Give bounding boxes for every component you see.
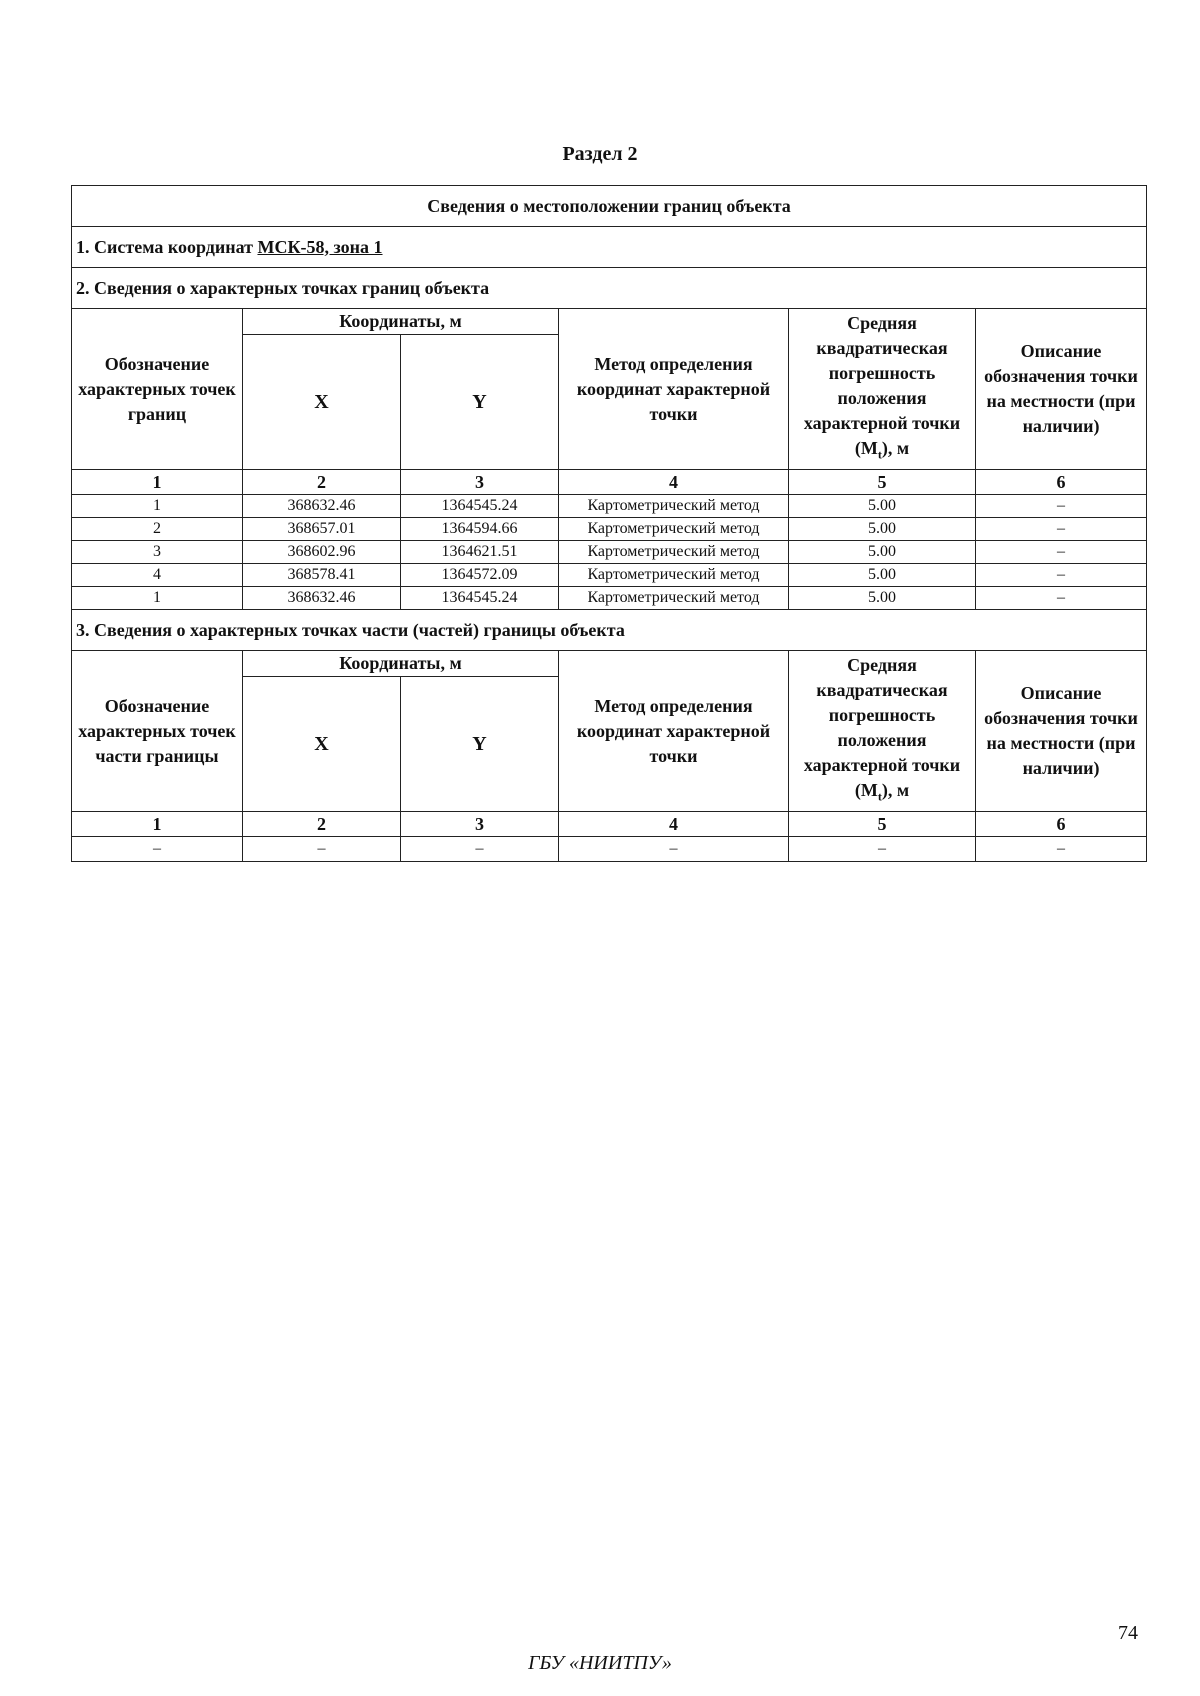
method-cell: Картометрический метод xyxy=(559,587,789,610)
y-coordinate-cell: – xyxy=(401,837,559,862)
point-number-cell: 2 xyxy=(72,518,243,541)
mean-error-cell: – xyxy=(789,837,976,862)
column-number: 2 xyxy=(243,470,401,495)
column-number: 2 xyxy=(243,812,401,837)
section-title: Раздел 2 xyxy=(562,143,638,165)
column-number: 5 xyxy=(789,470,976,495)
table-row xyxy=(72,495,1147,518)
point-number-cell: 3 xyxy=(72,541,243,564)
point-number-cell: 1 xyxy=(72,587,243,610)
x-coordinate-cell: 368602.96 xyxy=(243,541,401,564)
y-coordinate-cell: 1364594.66 xyxy=(401,518,559,541)
point-number-cell: 4 xyxy=(72,564,243,587)
column-number: 1 xyxy=(72,812,243,837)
mean-error-cell: 5.00 xyxy=(789,518,976,541)
section2-column-numbers xyxy=(72,470,1147,495)
column-number: 3 xyxy=(401,812,559,837)
description-cell: – xyxy=(976,541,1147,564)
column-number: 5 xyxy=(789,812,976,837)
column-number: 3 xyxy=(401,470,559,495)
description-cell: – xyxy=(976,495,1147,518)
method-cell: Картометрический метод xyxy=(559,564,789,587)
x-coordinate-cell: – xyxy=(243,837,401,862)
column-number: 4 xyxy=(559,812,789,837)
y-coordinate-cell: 1364572.09 xyxy=(401,564,559,587)
section3-column-numbers xyxy=(72,812,1147,837)
mean-error-cell: 5.00 xyxy=(789,495,976,518)
header3-y: Y xyxy=(401,677,559,812)
description-cell: – xyxy=(976,587,1147,610)
x-coordinate-cell: 368632.46 xyxy=(243,587,401,610)
header-x: X xyxy=(243,335,401,470)
mean-error-cell: 5.00 xyxy=(789,587,976,610)
y-coordinate-cell: 1364621.51 xyxy=(401,541,559,564)
page-number: 74 xyxy=(1118,1622,1138,1644)
coordinate-system-label: 1. Система координат xyxy=(76,236,253,257)
method-cell: Картометрический метод xyxy=(559,495,789,518)
x-coordinate-cell: 368657.01 xyxy=(243,518,401,541)
y-coordinate-cell: 1364545.24 xyxy=(401,587,559,610)
description-cell: – xyxy=(976,564,1147,587)
header-description: Описание обозначения точки на местности (при наличии) xyxy=(976,309,1147,470)
coordinate-system-value: МСК-58, зона 1 xyxy=(257,236,383,257)
table-row xyxy=(72,518,1147,541)
table-row xyxy=(72,564,1147,587)
table-row xyxy=(72,837,1147,862)
method-cell: Картометрический метод xyxy=(559,518,789,541)
mean-error-cell: 5.00 xyxy=(789,564,976,587)
header-error: Средняя квадратическая погрешность положения характерной точки $(M_t)$, м xyxy=(789,309,976,470)
y-coordinate-cell: 1364545.24 xyxy=(401,495,559,518)
header-coordinates: Координаты, м xyxy=(243,309,559,335)
header3-description: Описание обозначения точки на местности (при наличии) xyxy=(976,651,1147,812)
header-y: Y xyxy=(401,335,559,470)
header3-coordinates: Координаты, м xyxy=(243,651,559,677)
boundary-table xyxy=(71,185,1147,862)
header-method: Метод определения координат характерной точки xyxy=(559,309,789,470)
point-number-cell: 1 xyxy=(72,495,243,518)
method-cell: Картометрический метод xyxy=(559,541,789,564)
description-cell: – xyxy=(976,837,1147,862)
method-cell: – xyxy=(559,837,789,862)
table-row xyxy=(72,541,1147,564)
table-row xyxy=(72,587,1147,610)
coordinate-system-row xyxy=(72,227,1147,268)
header3-error: Средняя квадратическая погрешность положения характерной точки $(M_t)$, м xyxy=(789,651,976,812)
column-number: 6 xyxy=(976,470,1147,495)
table-title: Сведения о местоположении границ объекта xyxy=(72,186,1147,227)
column-number: 6 xyxy=(976,812,1147,837)
header3-designation: Обозначение характерных точек части границы xyxy=(72,651,243,812)
x-coordinate-cell: 368578.41 xyxy=(243,564,401,587)
section2-heading: 2. Сведения о характерных точках границ объекта xyxy=(72,268,1147,309)
x-coordinate-cell: 368632.46 xyxy=(243,495,401,518)
mean-error-cell: 5.00 xyxy=(789,541,976,564)
column-number: 1 xyxy=(72,470,243,495)
footer-organization: ГБУ «НИИТПУ» xyxy=(528,1652,672,1674)
header3-method: Метод определения координат характерной точки xyxy=(559,651,789,812)
header-designation: Обозначение характерных точек границ xyxy=(72,309,243,470)
point-number-cell: – xyxy=(72,837,243,862)
column-number: 4 xyxy=(559,470,789,495)
description-cell: – xyxy=(976,518,1147,541)
section3-heading: 3. Сведения о характерных точках части (частей) границы объекта xyxy=(72,610,1147,651)
header3-x: X xyxy=(243,677,401,812)
